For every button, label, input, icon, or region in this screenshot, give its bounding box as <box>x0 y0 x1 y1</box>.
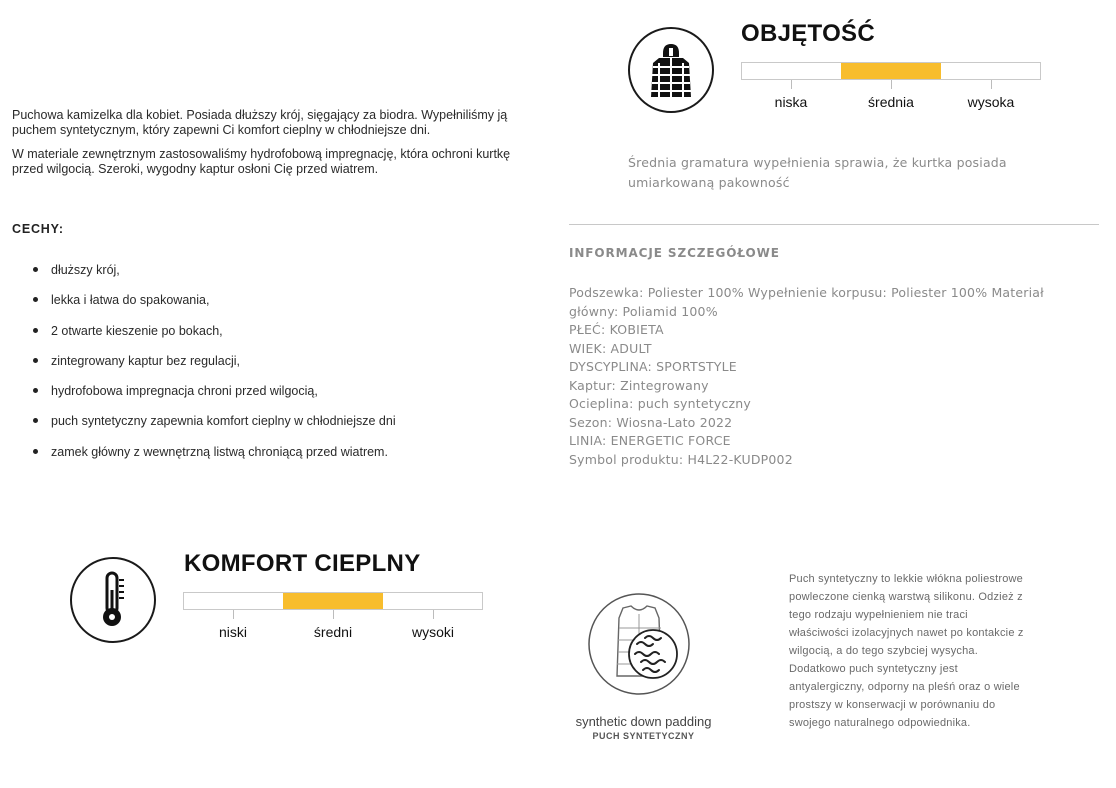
puffer-jacket-icon <box>628 27 714 113</box>
tick <box>791 80 792 89</box>
volume-note: Średnia gramatura wypełnienia sprawia, że kurtka posiada umiarkowaną pakowność <box>628 155 1007 190</box>
details-list <box>569 284 1089 469</box>
volume-segment-low <box>742 63 841 79</box>
description-paragraph-2: W materiale zewnętrznym zastosowaliśmy hydrofobową impregnację, która ochroni kurtkę przed wilgocią. Szeroki, wygodny kaptur osłoni Cię przed wiatrem. <box>12 147 511 176</box>
details-line: DYSCYPLINA: SPORTSTYLE <box>569 359 737 374</box>
features-list <box>33 262 396 474</box>
volume-bar <box>741 62 1041 80</box>
thermal-ticks <box>183 610 483 620</box>
list-item: hydrofobowa impregnacja chroni przed wilgocią, <box>33 383 396 413</box>
thermal-title: KOMFORT CIEPLNY <box>184 550 421 577</box>
tick <box>333 610 334 619</box>
volume-labels <box>741 94 1041 110</box>
thermal-labels <box>183 624 483 640</box>
volume-label-low: niska <box>774 94 808 110</box>
product-description <box>12 108 532 177</box>
volume-title: OBJĘTOŚĆ <box>741 20 875 47</box>
tick <box>233 610 234 619</box>
features-title: CECHY: <box>12 222 64 236</box>
list-item: zintegrowany kaptur bez regulacji, <box>33 353 396 383</box>
description-paragraph-1: Puchowa kamizelka dla kobiet. Posiada dłuższy krój, sięgający za biodra. Wypełniliśmy ją puchem syntetycznym, który zapewni Ci komfort cieplny w chłodniejsze dni. <box>12 108 508 137</box>
details-line: Sezon: Wiosna-Lato 2022 <box>569 414 733 430</box>
thermal-segment-low <box>184 593 283 609</box>
volume-segment-high <box>941 63 1040 79</box>
thermal-segment-high <box>383 593 482 609</box>
volume-label-medium: średnia <box>868 94 914 110</box>
list-item: dłuższy krój, <box>33 262 396 292</box>
details-title: INFORMACJE SZCZEGÓŁOWE <box>569 246 780 260</box>
thermal-label-high: wysoki <box>411 624 454 640</box>
thermal-label-low: niski <box>218 624 247 640</box>
details-line: LINIA: ENERGETIC FORCE <box>569 433 731 448</box>
tick <box>991 80 992 89</box>
thermometer-icon <box>70 557 156 643</box>
thermal-bar <box>183 592 483 610</box>
thermal-scale <box>183 592 483 640</box>
details-line: Podszewka: Poliester 100% Wypełnienie korpusu: Poliester 100% Materiał główny: Poliamid 100% <box>569 285 1044 319</box>
volume-label-high: wysoka <box>967 94 1015 110</box>
synthetic-down-description: Puch syntetyczny to lekkie włókna poliestrowe powleczone cienką warstwą silikonu. Odzież z tego rodzaju wypełnieniem nie traci właściwości izolacyjnych nawet po kontakcie z wilgocią, a do tego szybciej wysycha. Dodatkowo puch syntetyczny jest antyalergiczny, odporny na pleśń oraz o wiele prostszy w konserwacji w porównaniu do swojego naturalnego odpowiednika. <box>789 573 1024 729</box>
list-item: 2 otwarte kieszenie po bokach, <box>33 323 396 353</box>
thermal-segment-medium <box>283 593 382 609</box>
details-line: Ocieplina: puch syntetyczny <box>569 396 752 411</box>
synthetic-down-subcaption: PUCH SYNTETYCZNY <box>592 731 695 741</box>
synthetic-down-caption: synthetic down padding <box>575 714 712 729</box>
divider <box>569 224 1099 225</box>
tick <box>891 80 892 89</box>
volume-ticks <box>741 80 1041 90</box>
tick <box>433 610 434 619</box>
details-line: Kaptur: Zintegrowany <box>569 377 709 393</box>
volume-scale <box>741 62 1041 110</box>
list-item: lekka i łatwa do spakowania, <box>33 292 396 322</box>
details-line: PŁEĆ: KOBIETA <box>569 322 664 337</box>
list-item: zamek główny z wewnętrzną listwą chroniącą przed wiatrem. <box>33 444 396 474</box>
volume-segment-medium <box>841 63 940 79</box>
list-item: puch syntetyczny zapewnia komfort cieplny w chłodniejsze dni <box>33 413 396 443</box>
thermal-label-medium: średni <box>313 624 353 640</box>
vest-fibers-icon <box>587 592 691 696</box>
details-line: Symbol produktu: H4L22-KUDP002 <box>569 451 793 467</box>
details-line: WIEK: ADULT <box>569 340 652 356</box>
